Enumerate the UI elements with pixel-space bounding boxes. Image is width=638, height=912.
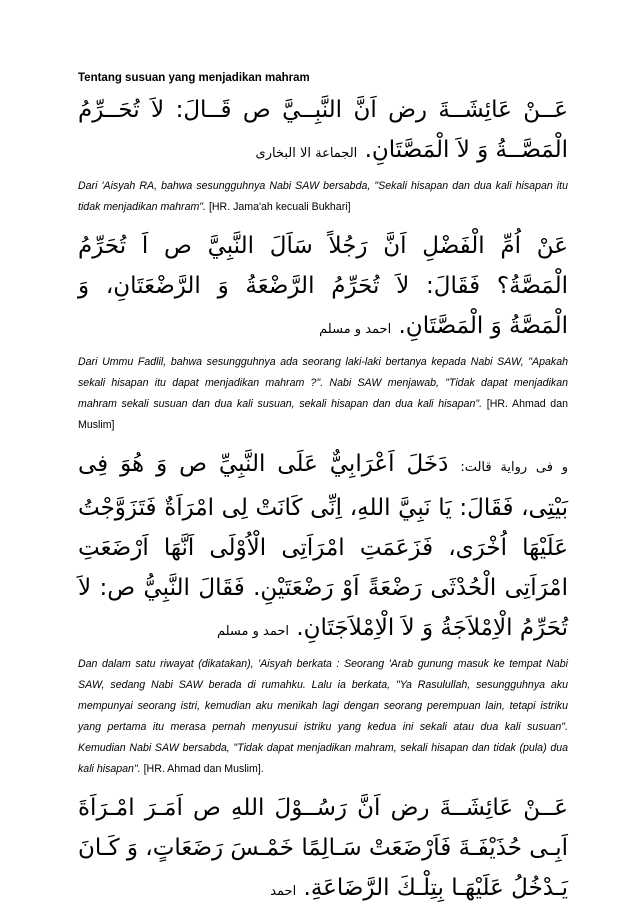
hadith-2-translation-text: Dari Ummu Fadlil, bahwa sesungguhnya ada seorang laki-laki bertanya kepada Nabi SAW, "Apakah sekali hisapan itu dapat menjadikan mahram ?". Nabi SAW menjawab, "Tidak dapat menjadikan mahram sekali susuan dan dua kali susuan, sekali hisapan dan dua kali hisapan". [78,356,568,410]
hadith-2-arabic [78,226,568,350]
hadith-3-matn: دَخَلَ اَعْرَابِيٌّ عَلَى النَّبِيِّ ص وَ هُوَ فِى بَيْتِى، فَقَالَ: يَا نَبِيَّ اللهِ، اِنِّى كَانَتْ لِى امْرَاَةٌ فَتَزَوَّجْتُ عَلَيْهَا اُخْرَى، فَزَعَمَتِ امْرَاَتِى الْاُوْلَى اَنَّهَا اَرْضَعَتِ امْرَاَتِى الْحُدْثَى رَضْعَةً اَوْ رَضْعَتَيْنِ. فَقَالَ النَّبِيُّ ص: لاَ تُحَرِّمُ الْاِمْلاَجَةُ وَ لاَ الْاِمْلاَجَتَانِ. [78,451,568,641]
hadith-4-matn: عَــنْ عَائِشَــةَ رض اَنَّ رَسُــوْلَ اللهِ ص اَمَـرَ امْـرَاَةَ اَبِـى حُذَيْفَـةَ فَاَرْضَعَتْ سَـالِمًا خَمْـسَ رَضَعَاتٍ، وَ كَـانَ يَـدْخُلُ عَلَيْهَـا بِتِلْـكَ الرَّضَاعَةِ. [77,795,568,901]
hadith-3-intro: و فى رواية قالت: [460,460,568,475]
hadith-1-reference: [HR. Jama'ah kecuali Bukhari] [208,201,351,213]
document-page [78,64,568,912]
hadith-1-arabic [78,90,568,174]
hadith-2-narrators: احمد و مسلم [319,322,392,337]
hadith-4-arabic [78,788,568,912]
hadith-2-matn: عَنْ اُمِّ الْفَضْلِ اَنَّ رَجُلاً سَاَلَ النَّبِيَّ ص اَ تُحَرِّمُ الْمَصَّةُ؟ فَقَالَ: لاَ تُحَرِّمُ الرَّضْعَةُ وَ الرَّضْعَتَانِ، وَ الْمَصَّةُ وَ الْمَصَّتَانِ. [78,233,568,339]
hadith-1-narrators: الجماعة الا البخارى [255,146,358,161]
hadith-3-translation [78,654,568,780]
hadith-3-translation-text: Dan dalam satu riwayat (dikatakan), 'Aisyah berkata : Seorang 'Arab gunung masuk ke tempat Nabi SAW, sedang Nabi SAW berada di rumahku. Lalu ia berkata, "Ya Rasulullah, sesungguhnya aku mempunyai seorang istri, kemudian aku menikah lagi dengan seorang perempuan lain, tetapi istriku yang pertama itu merasa pernah menyusui istriku yang kedua ini sekali atau dua kali susuan". Kemudian Nabi SAW bersabda, "Tidak dapat menjadikan mahram, sekali hisapan dan tidak (pula) dua kali hisapan". [78,658,568,775]
section-heading: Tentang susuan yang menjadikan mahram [78,72,310,84]
hadith-1-matn: عَــنْ عَائِشَــةَ رض اَنَّ النَّبِــيَّ ص قَــالَ: لاَ تُحَــرِّمُ الْمَصَّــةُ وَ لاَ الْمَصَّتَانِ. [78,97,568,163]
hadith-2-reference: [HR. Ahmad dan Muslim] [78,398,568,431]
hadith-4-narrators: احمد [270,884,297,899]
hadith-1-translation [78,176,568,218]
hadith-2-translation [78,352,568,436]
hadith-3-reference: [HR. Ahmad dan Muslim]. [143,763,264,775]
hadith-1-translation-text: Dari 'Aisyah RA, bahwa sesungguhnya Nabi SAW bersabda, "Sekali hisapan dan dua kali hisapan itu tidak menjadikan mahram". [78,180,568,213]
hadith-3-arabic [78,444,568,652]
hadith-3-narrators: احمد و مسلم [216,624,290,639]
